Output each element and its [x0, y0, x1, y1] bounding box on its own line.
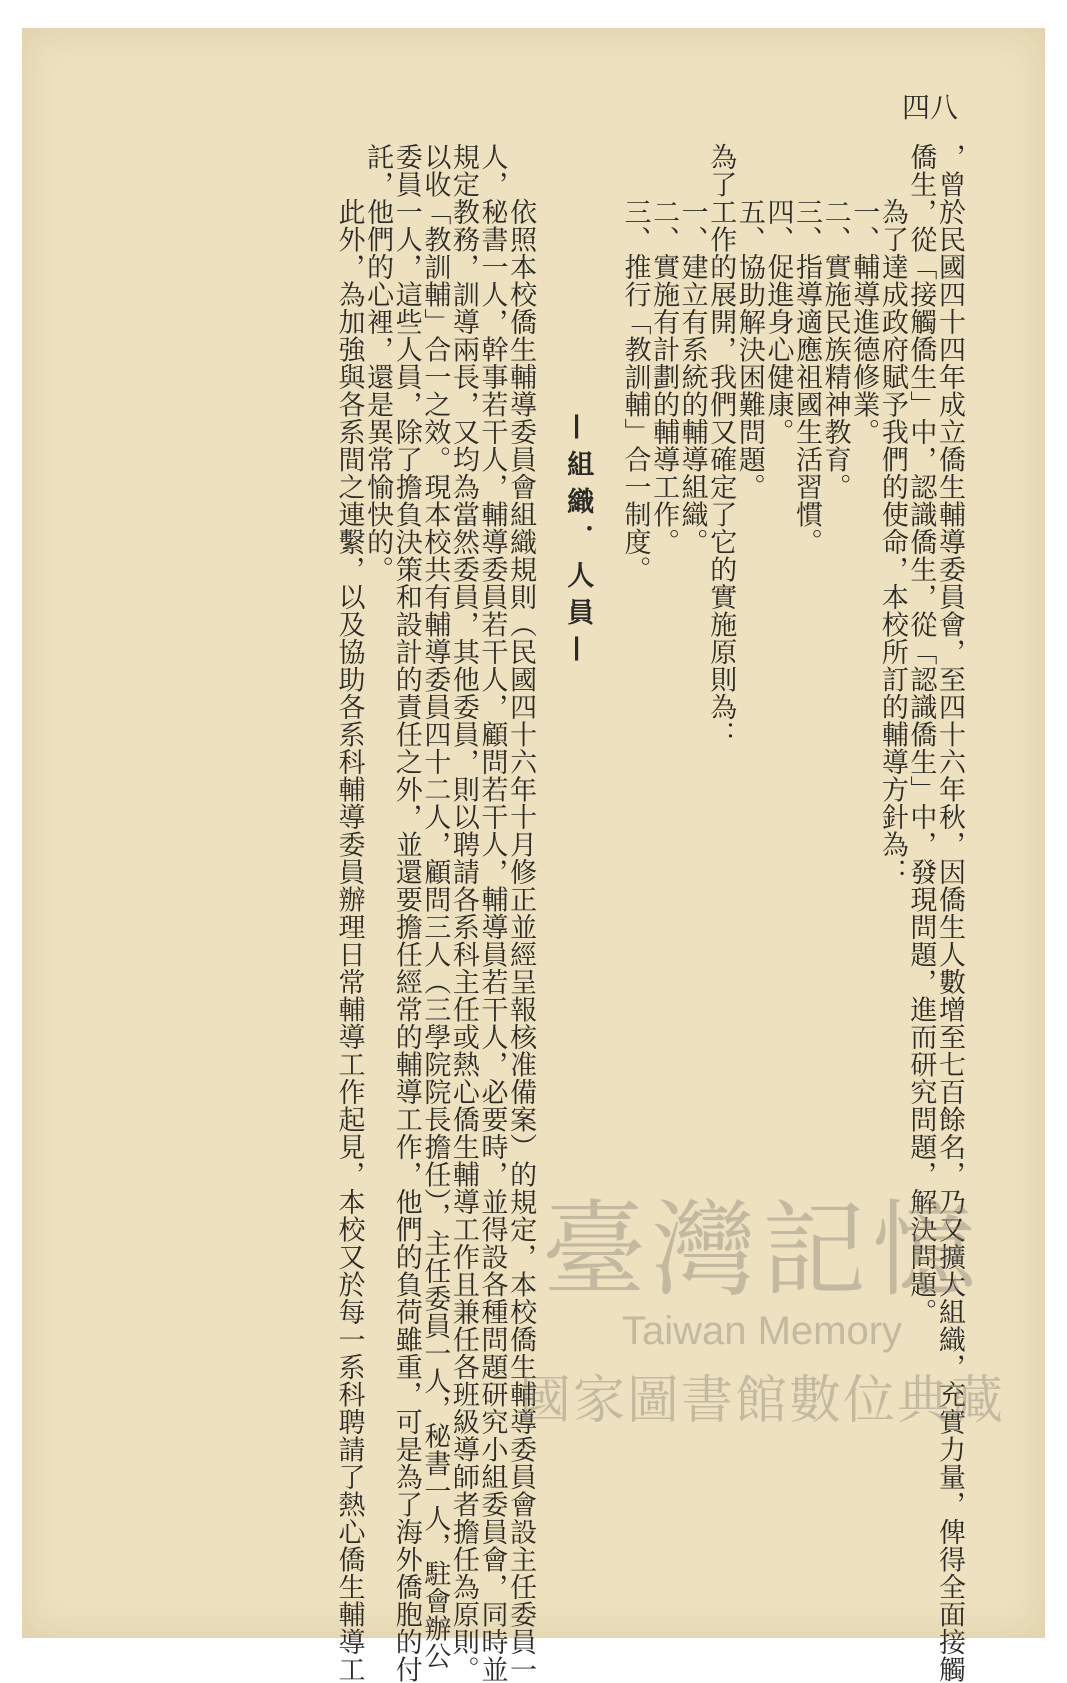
text-column: 規定教務，訓導兩長，又均為當然委員，其他委員，則以聘請各系科主任或熱心僑生輔導工作且兼任各班級導師者擔任為原則。: [447, 143, 479, 1683]
section-heading: —組織．人員—: [562, 413, 594, 672]
watermark: [482, 1189, 1042, 1433]
text-column: 一、輔導進德修業。: [848, 143, 880, 446]
text-column: 依照本校僑生輔導委員會組織規則（民國四十六年十月修正並經呈報核准備案）的規定，本校僑生輔導委員會設主任委員一: [505, 143, 537, 1683]
text-column: 四、促進身心健康。: [762, 143, 794, 446]
text-column: 以收「教訓輔」合一之效。現本校共有輔導委員四十二人，顧問三人（三學院院長擔任），主任委員一人，秘書一人，駐會辦公: [419, 143, 451, 1670]
text-column: 人，秘書一人，幹事若干人，輔導委員若干人，顧問若干人，輔導員若干人，必要時，並得設各種問題研究小組委員會，同時並: [476, 143, 508, 1683]
text-column: 二、實施有計劃的輔導工作。: [648, 143, 680, 556]
watermark-logo-text: 臺灣記憶: [541, 1189, 982, 1311]
text-column: 一、建立有系統的輔導組織。: [676, 143, 708, 556]
text-column: 託，他們的心裡，還是異常愉快的。: [362, 143, 394, 583]
text-column: 二、實施民族精神教育。: [819, 143, 851, 501]
document-page: [22, 28, 1045, 1683]
watermark-english: Taiwan Memory: [621, 1309, 903, 1354]
watermark-org: 國家圖書館數位典藏: [518, 1371, 1005, 1432]
text-column: 三、指導適應祖國生活習慣。: [791, 143, 823, 556]
text-column: 此外，為加強與各系間之連繫，以及協助各系科輔導委員辦理日常輔導工作起見，本校又於每一系科聘請了熱心僑生輔導工: [333, 143, 365, 1683]
text-column: 為了工作的展開，我們又確定了它的實施原則為：: [705, 143, 737, 748]
text-column: 委員一人，這些人員，除了擔負決策和設計的責任之外，並還要擔任經常的輔導工作，他們的負荷雖重，可是為了海外僑胞的付: [390, 143, 422, 1683]
text-column: 三、推行「教訓輔」合一制度。: [619, 143, 651, 583]
page-number: 四八: [901, 91, 958, 124]
text-column: 五、協助解決困難問題。: [733, 143, 765, 501]
text-column: 為了達成政府賦予我們的使命，本校所訂的輔導方針為：: [876, 143, 908, 886]
text-column: 僑生，從「接觸僑生」中，認識僑生，從「認識僑生」中，發現問題，進而研究問題，解決問題。: [905, 143, 937, 1326]
text-column: ，曾於民國四十四年成立僑生輔導委員會，至四十六年秋，因僑生人數增至七百餘名，乃又擴大組織，充實力量，俾得全面接觸: [934, 143, 965, 1683]
